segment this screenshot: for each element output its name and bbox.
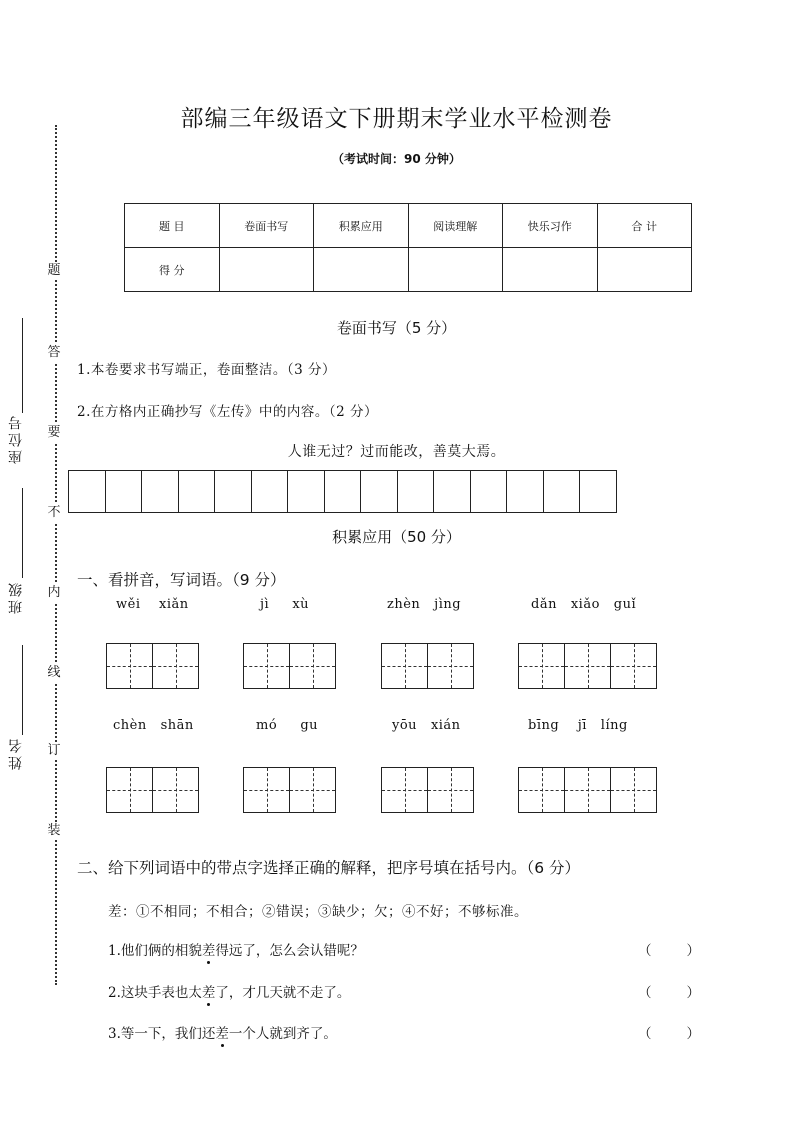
score-cell[interactable] <box>597 248 692 292</box>
instruction-item-1: 1.本卷要求书写端正，卷面整洁。（3 分） <box>77 362 337 378</box>
score-cell[interactable] <box>503 248 598 292</box>
pinyin-label: wěi xiǎn <box>116 597 189 612</box>
writing-cell[interactable] <box>518 767 565 813</box>
tianzige-grid <box>381 767 473 813</box>
pinyin-label: yōu xián <box>392 718 461 733</box>
paren-open: （ <box>638 1026 652 1042</box>
copy-box[interactable] <box>360 470 398 513</box>
answer-parentheses[interactable] <box>638 939 700 959</box>
class-field <box>6 580 30 614</box>
margin-char: 内 <box>44 584 64 602</box>
definition-line: 差：①不相同；不相合；②错误；③缺少；欠；④不好；不够标准。 <box>108 904 528 920</box>
copy-box[interactable] <box>68 470 106 513</box>
tianzige-grid <box>518 767 656 813</box>
tianzige-grid <box>243 643 335 689</box>
score-table-header: 快乐习作 <box>503 204 598 248</box>
copy-box[interactable] <box>324 470 362 513</box>
pinyin-label: bīng jī líng <box>528 718 628 733</box>
tianzige-grid <box>106 767 198 813</box>
question-1-heading: 一、看拼音，写词语。（9 分） <box>77 571 286 589</box>
answer-parentheses[interactable] <box>638 1022 700 1042</box>
score-table-header: 题 目 <box>125 204 220 248</box>
sentence-2 <box>108 981 350 1001</box>
margin-char: 线 <box>44 664 64 682</box>
paren-close: ） <box>686 943 700 959</box>
writing-cell[interactable] <box>610 767 657 813</box>
writing-cell[interactable] <box>152 767 199 813</box>
writing-cell[interactable] <box>427 767 474 813</box>
copy-box-row <box>68 470 616 513</box>
writing-cell[interactable] <box>243 643 290 689</box>
copy-box[interactable] <box>470 470 508 513</box>
margin-char: 装 <box>44 822 64 840</box>
copy-box[interactable] <box>543 470 581 513</box>
question-2-heading: 二、给下列词语中的带点字选择正确的解释，把序号填在括号内。（6 分） <box>77 859 581 877</box>
class-label: 班级 <box>8 580 24 614</box>
score-row-label: 得 分 <box>125 248 220 292</box>
copy-box[interactable] <box>141 470 179 513</box>
score-cell[interactable] <box>408 248 503 292</box>
tianzige-grid <box>381 643 473 689</box>
dotted-character: 差 <box>202 939 216 959</box>
instruction-item-2: 2.在方格内正确抄写《左传》中的内容。（2 分） <box>77 404 379 420</box>
writing-cell[interactable] <box>564 767 611 813</box>
copy-box[interactable] <box>506 470 544 513</box>
copy-box[interactable] <box>287 470 325 513</box>
copy-box[interactable] <box>579 470 617 513</box>
section-heading-handwriting: 卷面书写（5 分） <box>336 319 457 337</box>
writing-cell[interactable] <box>564 643 611 689</box>
sentence-3 <box>108 1022 337 1042</box>
section-heading-accumulation: 积累应用（50 分） <box>332 528 461 546</box>
score-cell[interactable] <box>219 248 314 292</box>
sentence-text: 2.这块手表也太 <box>108 985 202 1001</box>
pinyin-label: mó gu <box>256 718 319 733</box>
writing-cell[interactable] <box>106 643 153 689</box>
pinyin-label: zhèn jìng <box>387 597 462 612</box>
tianzige-grid <box>243 767 335 813</box>
score-table <box>124 203 692 292</box>
score-table-header: 合 计 <box>597 204 692 248</box>
writing-cell[interactable] <box>610 643 657 689</box>
name-line[interactable] <box>22 645 23 735</box>
sentence-text: 一个人就到齐了。 <box>228 1026 337 1042</box>
sentence-text: 得远了，怎么会认错呢？ <box>215 943 364 959</box>
sentence-text: 3.等一下，我们还 <box>108 1026 216 1042</box>
pinyin-label: chèn shān <box>113 718 194 733</box>
pinyin-label: dǎn xiǎo guǐ <box>531 597 637 612</box>
tianzige-grid <box>518 643 656 689</box>
writing-cell[interactable] <box>243 767 290 813</box>
dotted-character: 差 <box>215 1022 229 1042</box>
writing-cell[interactable] <box>106 767 153 813</box>
score-table-header: 积累应用 <box>314 204 409 248</box>
margin-char: 订 <box>44 742 64 760</box>
sentence-text: 1.他们俩的相貌 <box>108 943 202 959</box>
writing-cell[interactable] <box>518 643 565 689</box>
paren-close: ） <box>686 1026 700 1042</box>
paren-open: （ <box>638 985 652 1001</box>
margin-char: 题 <box>44 262 64 280</box>
name-field <box>6 736 30 770</box>
sentence-text: 了，才几天就不走了。 <box>215 985 351 1001</box>
copy-box[interactable] <box>214 470 252 513</box>
copy-box[interactable] <box>105 470 143 513</box>
paren-open: （ <box>638 943 652 959</box>
score-table-header: 卷面书写 <box>219 204 314 248</box>
exam-duration: （考试时间：90 分钟） <box>332 152 461 166</box>
margin-char: 要 <box>44 424 64 442</box>
copy-text: 人谁无过？过而能改，善莫大焉。 <box>287 444 506 460</box>
page-title: 部编三年级语文下册期末学业水平检测卷 <box>180 106 613 132</box>
paren-close: ） <box>686 985 700 1001</box>
tianzige-grid <box>106 643 198 689</box>
score-table-header: 阅读理解 <box>408 204 503 248</box>
copy-box[interactable] <box>433 470 471 513</box>
dotted-character: 差 <box>202 981 216 1001</box>
score-cell[interactable] <box>314 248 409 292</box>
writing-cell[interactable] <box>152 643 199 689</box>
seat-number-label: 座位号 <box>8 413 24 464</box>
answer-parentheses[interactable] <box>638 981 700 1001</box>
copy-box[interactable] <box>251 470 289 513</box>
writing-cell[interactable] <box>289 767 336 813</box>
pinyin-label: jì xù <box>260 597 310 612</box>
sentence-1 <box>108 939 364 959</box>
writing-cell[interactable] <box>381 643 428 689</box>
binding-dotted-line <box>55 125 57 985</box>
margin-char: 不 <box>44 504 64 522</box>
writing-cell[interactable] <box>427 643 474 689</box>
margin-char: 答 <box>44 344 64 362</box>
name-label: 姓名 <box>8 736 24 770</box>
writing-cell[interactable] <box>289 643 336 689</box>
copy-box[interactable] <box>397 470 435 513</box>
writing-cell[interactable] <box>381 767 428 813</box>
copy-box[interactable] <box>178 470 216 513</box>
